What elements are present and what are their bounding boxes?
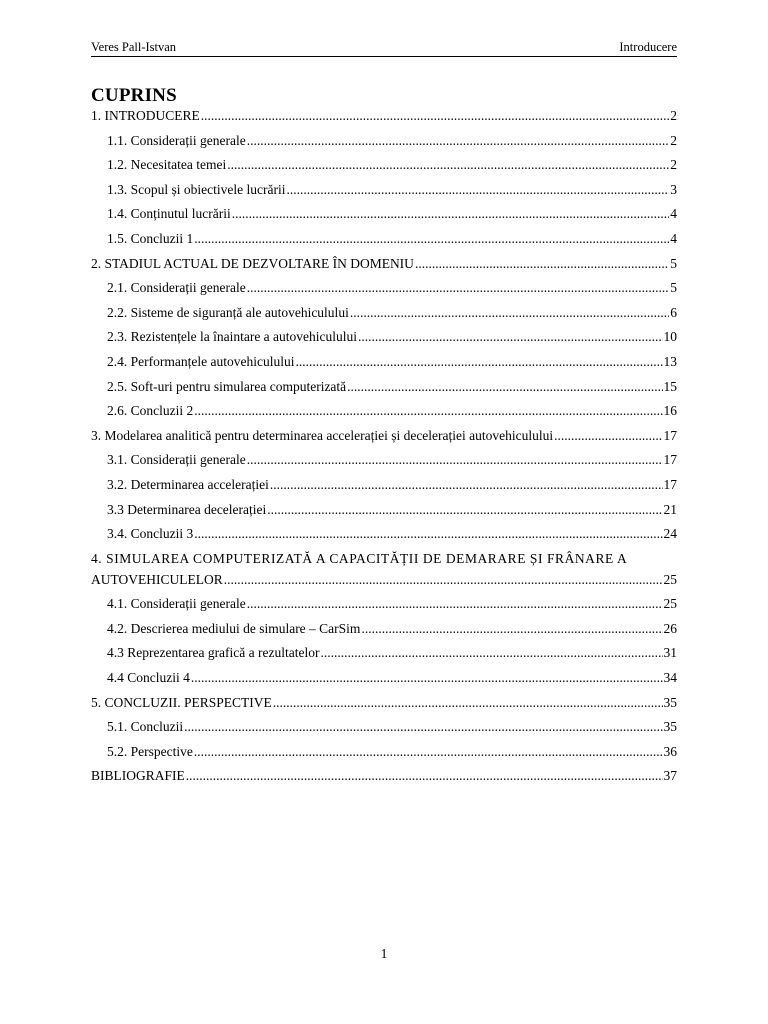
toc-entry-label: 1. INTRODUCERE xyxy=(91,108,200,123)
toc-entry-label: 1.2. Necesitatea temei xyxy=(107,157,227,173)
toc-leader-dots xyxy=(554,428,662,444)
toc-leader-dots xyxy=(321,645,663,661)
toc-entry-label: 3.1. Considerații generale xyxy=(107,452,246,468)
toc-entry-page: 13 xyxy=(663,353,677,369)
toc-entry-page: 21 xyxy=(663,501,677,517)
toc-entry-label: 3.3 Determinarea decelerației xyxy=(107,501,267,517)
toc-leader-dots xyxy=(247,452,663,468)
toc-entry[interactable] xyxy=(91,133,677,158)
toc-leader-dots xyxy=(247,133,670,149)
toc-entry-page: 10 xyxy=(663,329,677,345)
toc-entry[interactable] xyxy=(91,305,677,330)
toc-entry-page: 35 xyxy=(663,694,677,710)
toc-entry[interactable] xyxy=(91,621,677,646)
toc-entry[interactable] xyxy=(91,695,677,720)
toc-entry-label: 1.5. Concluzii 1 xyxy=(107,230,194,246)
toc-entry-label: 1.3. Scopul și obiectivele lucrării xyxy=(107,181,286,197)
toc-leader-dots xyxy=(191,670,663,686)
toc-entry-label: 2.2. Sisteme de siguranță ale autovehiculului xyxy=(107,304,349,320)
toc-entry[interactable] xyxy=(91,256,677,281)
toc-entry[interactable] xyxy=(91,670,677,695)
toc-leader-dots xyxy=(194,403,662,419)
toc-entry-page: 4 xyxy=(670,206,677,222)
toc-entry[interactable] xyxy=(91,452,677,477)
toc-entry-page: 36 xyxy=(663,743,677,759)
toc-title: CUPRINS xyxy=(91,85,177,106)
toc-entry-label: 4.3 Reprezentarea grafică a rezultatelor xyxy=(107,645,320,661)
toc-leader-dots xyxy=(201,108,670,124)
page-number: 1 xyxy=(380,946,388,961)
toc-leader-dots xyxy=(194,526,662,542)
toc-entry-page: 34 xyxy=(663,670,677,686)
header-section: Introducere xyxy=(619,40,677,54)
toc-leader-dots xyxy=(194,744,663,760)
toc-entry[interactable] xyxy=(91,379,677,404)
toc-entry-page: 25 xyxy=(663,596,677,612)
toc-entry-page: 17 xyxy=(663,476,677,492)
toc-entry-label: 4.1. Considerații generale xyxy=(107,596,246,612)
toc-entry-label: 1.1. Considerații generale xyxy=(107,132,246,148)
toc-leader-dots xyxy=(267,502,662,518)
toc-entry[interactable] xyxy=(91,354,677,379)
toc-leader-dots xyxy=(273,695,663,711)
toc-leader-dots xyxy=(227,157,669,173)
toc-entry[interactable] xyxy=(91,744,677,769)
toc-entry[interactable] xyxy=(91,526,677,551)
toc-entry-page: 17 xyxy=(663,452,677,468)
toc-leader-dots xyxy=(415,256,669,272)
toc-entry-page: 24 xyxy=(663,526,677,542)
toc-entry-label: 1.4. Conținutul lucrării xyxy=(107,206,231,222)
toc-leader-dots xyxy=(286,182,669,198)
toc-entry-page: 16 xyxy=(663,403,677,419)
toc-entry[interactable] xyxy=(91,502,677,527)
toc-entry-label: 2.5. Soft-uri pentru simularea computerizată xyxy=(107,378,347,394)
toc-entry-page: 4 xyxy=(670,230,677,246)
toc-entry-page: 26 xyxy=(663,620,677,636)
toc-leader-dots xyxy=(350,305,669,321)
toc-leader-dots xyxy=(361,621,662,637)
toc-entry-label: 3.2. Determinarea accelerației xyxy=(107,476,269,492)
toc-entry-page: 25 xyxy=(663,571,677,587)
toc-entry-page: 3 xyxy=(670,181,677,197)
toc-entry-label: 2.6. Concluzii 2 xyxy=(107,403,194,419)
toc-entry[interactable] xyxy=(91,428,677,453)
toc-entry[interactable] xyxy=(91,645,677,670)
toc-entry-page: 37 xyxy=(663,768,677,784)
toc-leader-dots xyxy=(232,206,670,222)
toc-entry-label: 4.4 Concluzii 4 xyxy=(107,670,190,686)
toc-entry-page: 5 xyxy=(670,255,677,271)
toc-leader-dots xyxy=(358,329,662,345)
toc-entry-label: 2.4. Performanțele autovehiculului xyxy=(107,353,295,369)
toc-leader-dots xyxy=(247,596,663,612)
toc-entry[interactable] xyxy=(91,572,677,597)
toc-leader-dots xyxy=(186,768,663,784)
toc-entry[interactable] xyxy=(91,596,677,621)
toc-entry-page: 2 xyxy=(670,132,677,148)
toc-entry-label: 4.2. Descrierea mediului de simulare – CarSim xyxy=(107,620,361,636)
toc-entry-page: 2 xyxy=(670,157,677,173)
toc-leader-dots xyxy=(270,477,663,493)
page-header xyxy=(91,40,677,57)
toc-entry-label: BIBLIOGRAFIE xyxy=(91,768,185,784)
toc-entry-label: 3.4. Concluzii 3 xyxy=(107,526,194,542)
toc-entry-page: 6 xyxy=(670,304,677,320)
toc-entry-page: 17 xyxy=(663,427,677,443)
toc-entry-page: 5 xyxy=(670,280,677,296)
toc-entry-label: 5.1. Concluzii xyxy=(107,719,184,735)
toc-entry-line: 4. SIMULAREA COMPUTERIZATĂ A CAPACITĂȚII DE DEMARARE ȘI FRÂNARE A xyxy=(91,550,628,566)
toc-leader-dots xyxy=(247,280,670,296)
toc-leader-dots xyxy=(184,719,662,735)
toc-entry[interactable] xyxy=(91,329,677,354)
toc-leader-dots xyxy=(347,379,662,395)
toc-entry[interactable] xyxy=(91,477,677,502)
toc-entry-page: 35 xyxy=(663,719,677,735)
toc-entry-page: 2 xyxy=(670,108,677,123)
toc-entry-page: 15 xyxy=(663,378,677,394)
header-author: Veres Pall-Istvan xyxy=(91,40,177,54)
toc-entry-label: 5.2. Perspective xyxy=(107,743,193,759)
toc-leader-dots xyxy=(224,572,663,588)
toc-entry[interactable] xyxy=(91,403,677,428)
toc-leader-dots xyxy=(295,354,662,370)
toc-entry[interactable] xyxy=(91,206,677,231)
toc-entry[interactable] xyxy=(91,231,677,256)
toc-entry[interactable] xyxy=(91,108,677,133)
toc-entry-label: 2.3. Rezistențele la înaintare a autovehiculului xyxy=(107,329,358,345)
toc-entry-page: 31 xyxy=(663,645,677,661)
toc-entry[interactable] xyxy=(91,719,677,744)
toc-entry-label: 2.1. Considerații generale xyxy=(107,280,246,296)
toc-entry[interactable] xyxy=(91,768,677,793)
toc-entry-label: 5. CONCLUZII. PERSPECTIVE xyxy=(91,694,272,710)
table-of-contents xyxy=(91,108,677,793)
toc-entry[interactable] xyxy=(91,157,677,182)
toc-entry[interactable] xyxy=(91,182,677,207)
toc-entry-label: 3. Modelarea analitică pentru determinarea accelerației și decelerației autovehiculului xyxy=(91,427,554,443)
toc-entry[interactable] xyxy=(91,280,677,305)
toc-entry-label: 2. STADIUL ACTUAL DE DEZVOLTARE ÎN DOMENIU xyxy=(91,255,414,271)
toc-entry-label: AUTOVEHICULELOR xyxy=(91,571,223,587)
toc-leader-dots xyxy=(194,231,669,247)
